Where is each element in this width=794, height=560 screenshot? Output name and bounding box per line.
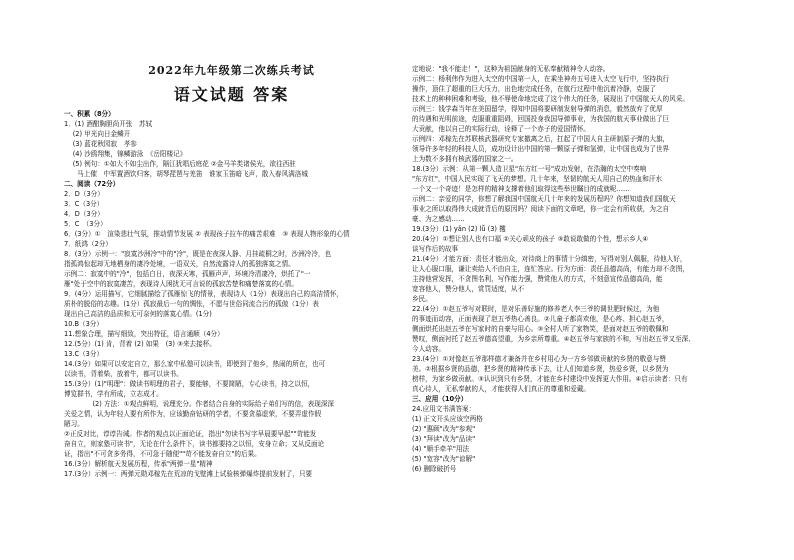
answer-line: 3．C（3分）	[64, 200, 104, 208]
answer-line: 事业之所以取得伟大成就背后的原因吗？阅读下面的文章吧，你一定会有所收获，为之自	[412, 205, 670, 213]
answer-heading: 语文试题 答案	[173, 85, 290, 104]
answer-line: 示例四：邓稼先在苏联核武器研究专家撤离之后，扛起了中国人自主研制原子弹的大旗，	[412, 135, 670, 143]
answer-line: 的事迹而动容，正面表现了赵五爷热心善良。②儿童子都喜欢他，是心疼、担心赵五爷，	[412, 315, 669, 323]
answer-line: 18.(3分）示例：从第一颗人造卫星"东方红一号"成功发射，在浩瀚的太空中奏响	[412, 165, 647, 173]
answer-line: 示例三：钱学森当年在美国留学，得知中国将要研制发射导弹的消息，毅然放弃了优厚	[412, 105, 663, 113]
answer-line: 一、积累（8分）	[64, 110, 115, 118]
answer-line: (4) 沙鸥翔集，锦鳞游泳 《岳阳楼记》	[64, 150, 187, 158]
answer-line: 主持他营发挥，不贪图名利，写作能力强，赞赏他人的方式，不刻意宣传品德高尚，能	[412, 275, 663, 283]
answer-line: ②正反对比，谆谆告诫。作者的观点以正面论证，指出"勿读书写字早晨要早起""苛能发	[64, 430, 317, 438]
answer-line: (3) "拜读"改为"品读"	[412, 435, 476, 443]
answer-line: 以读书，背着柴，放着牛，都可以读书。	[64, 370, 183, 378]
answer-line: (1) 正文开头应该空两格	[412, 415, 483, 423]
answer-line: 让人心服口服，谦让卖给人不由自主，连忙答应。行为方面：责任品德高尚，有能力却不贪图，	[412, 265, 689, 273]
answer-line: (6) 删除破折号	[412, 465, 457, 473]
answer-line: 21.(4分）才能方面：责任才能出众，对待商上的事情十分缜密，写得对别人佩服，待他人好，	[412, 255, 687, 263]
answer-line: 一个又一个奇迹！是怎样的精神支撑着他们取得这些举世瞩目的成就呢……	[412, 185, 630, 193]
answer-line: (5) "宽容"改为"谅解"	[412, 455, 476, 463]
answer-line: 14.(3分）如果可以安定自立，那么家中私塾可以读书，即使到了他乡，热闹的所在，也可	[64, 360, 326, 368]
answer-line: 质朴的脱俗的志趣。(1分）孤寂最后一句的惆怅，不愿与世俗同流合污的孤傲（1分）表	[64, 300, 319, 308]
answer-line: 15.(3分）(1)"明理"：做读书明理的君子，要能够，不要简陋，专心读书，持之以恒，	[64, 380, 315, 388]
answer-line: 示例二：寂寞中的"冷"，包括白日，夜深天寒，孤雁声声，环境冷清凄冷，烘托了"一	[64, 270, 311, 278]
answer-line: (4) "顺手牵羊"用法	[412, 445, 470, 453]
answer-line: 24.应用文书满答案：	[412, 405, 476, 413]
answer-line: 上为数不多拥有核武器的国家之一。	[412, 155, 518, 163]
exam-title: 2022年九年级第二次练兵考试	[148, 64, 315, 77]
answer-line: 奋自立，则家塾可读书"，无论在什么条件下，读书都要持之以恒，安身立命；又从反面论	[64, 440, 325, 448]
answer-line: 16.(3分）解析航天发展历程，传承"两弹一星"精神	[64, 460, 213, 468]
answer-line: 美。②根据乡贤的品德，把乡贤的精神传承下去，让人们知道乡贤，热爱乡贤，以乡贤为	[412, 365, 669, 373]
answer-line: (2) 甲光向日金鳞开	[64, 130, 131, 138]
answer-line: (2) 方法：①观点鲜明，说理充分。作者结合自身的实际给子弟们写的信，表现深深	[64, 400, 335, 408]
answer-line: 现出自己高洁的品质和无可奈何的落寞心情。(1分)	[64, 310, 212, 318]
answer-line: 7．纸鸿（2分）	[64, 240, 112, 248]
answer-line: (2) "惠顾"改为"参观"	[412, 425, 476, 433]
answer-line: 17.(3分）示例一：两弹元勋邓稼先在荒凉的戈壁滩上试验核弹爆炸提前发射了，只要	[64, 470, 313, 478]
answer-line: 马上催 中军置酒饮归客，胡琴琵琶与羌笛 谁家玉笛暗飞声，散入春风满洛城	[64, 170, 308, 178]
answer-line: 豪、为之感动……	[412, 215, 465, 223]
answer-line: 定地说："我不能走！"，这种为祖国献身的无私奉献精神令人动容。	[412, 65, 610, 73]
answer-line: 雁"处于空中的寂寞凄苦，表现诗人困扰无可言说的孤寂苦楚和痛楚落寞的心情。	[64, 280, 298, 288]
answer-line: 6．(3分）① 渲染悲壮气氛，推动情节发展 ② 表现孩子拉车的痛苦艰难 ③ 表现人物形象的心情	[64, 230, 350, 238]
answer-line: 的待遇和光明前途，克服重重阻碍，回国投身我国导弹事业，为我国的航天事业做出了巨	[412, 115, 670, 123]
answer-line: 三、应用（10分）	[412, 395, 468, 403]
right-column	[412, 0, 732, 474]
answer-line: 1．(1) 酒酣胸胆尚开张 苏轼	[64, 120, 153, 128]
answer-line: 8．(3分）示例一："寂寞沙洲冷"中的"冷"，既是在夜深人静、月挂疏桐之时，沙洲冷冷，也	[64, 250, 332, 258]
answer-line: 真心待人，无私奉献的人，才能获得人们真正的尊重和爱戴。	[412, 385, 591, 393]
answer-line: 操作，顶住了超重的巨大压力，出色地完成任务，在航行过程中他沉着冷静，克服了	[412, 85, 656, 93]
answer-line: 关爱之情，认为年轻人要有所作为，应该勤奋钻研的学者，不要贪慕虚荣，不要弄虚作假	[64, 410, 322, 418]
answer-line: 博览群书，学有所成，立志成才。	[64, 390, 163, 398]
answer-line: 证，指出"不可贪多务得，不可急于随便""苛不能发奋自立"的后果。	[64, 450, 261, 458]
answer-line: (5) 例句：①如大不如尘出作，隔江犹唱后庭花 ②金马羊类诸侯光，欲往西驻	[64, 160, 296, 168]
answer-line: 12.(5分）(1) 肯，背着 (2) 如果 (3) ③来去接杯。	[64, 340, 216, 348]
right-answer-lines	[412, 64, 732, 474]
left-answer-lines	[64, 109, 399, 479]
answer-line: 乡民。	[412, 295, 432, 303]
answer-line: 示例二：杨利伟作为进入太空的中国第一人，在乘坐神舟五号进入太空飞行中，坚持执行	[412, 75, 670, 83]
answer-line: 侧面烘托出赵五爷在写家时的自豪与用心。③全村人听了家物笑，是面对赵五爷的敬佩和	[412, 325, 669, 333]
answer-line: 赞叹，侧面衬托了赵五爷德高望重，为乡亲所尊重。④赵五爷与家族的不和，写出赵五爷又至深、	[412, 335, 695, 343]
answer-line: 今人动容。	[412, 345, 445, 353]
answer-line: 技术上的种种困难和考验，他不辱使命地完成了这个伟大的任务，展现出了中国航天人的风采。	[412, 95, 689, 103]
answer-line: "东方红"，中国人民实现了飞天的梦想。几十年来，坚韧的航天人用自己的热血和汗水	[412, 175, 663, 183]
answer-line: 20.(4分）①想让别人也有口福 ②关心顽皮的孩子 ③敢说敢做的个性，想示乡人④	[412, 235, 649, 243]
answer-line: 10.B（3分）	[64, 320, 103, 328]
answer-line: 4．D（3分）	[64, 210, 104, 218]
answer-line: 23.(4分）①对像赵五爷那样德才兼备并在乡村用心为一方乡邻做贡献的乡贤的敬意与赞	[412, 355, 666, 363]
answer-line: 5．C （3分）	[64, 220, 107, 228]
answer-line: 22.(4分）①赵五爷写对联时，是对乐善好施的修养老人李三爷的调世肥时候过，为他	[412, 305, 660, 313]
answer-line: 谈写作后的故事	[412, 245, 459, 253]
answer-line: 9．(4分）运用描写，它细腻描绘了孤雁惊飞的情景，表现诗人（1分）表现出自己的高洁情怀，	[64, 290, 343, 298]
left-column	[64, 0, 399, 479]
answer-line: 19.(3分）(1) yǎn (2) lǚ (3) 攫	[412, 225, 506, 233]
answer-line: 二、阅读（72分）	[64, 180, 120, 188]
answer-line: 示例二：亲爱的同学，你想了解我国中国航天几十年来的发展历程吗？你想知道我们国航天	[412, 195, 676, 203]
answer-line: 领导许多年轻的科技人员，成功设计出中国的第一颗原子弹和氢弹，让中国也成为了世界	[412, 145, 670, 153]
answer-line: 13.C（3分）	[64, 350, 104, 358]
answer-line: 2．D（3分）	[64, 190, 104, 198]
answer-line: (3) 蓝花秋园寂 孝参	[64, 140, 137, 148]
answer-line: 榜样，为家乡做贡献。③认识到只有乡贤，才能在乡村建设中发挥更大作用。④启示读者：只有	[412, 375, 688, 383]
answer-line: 陋习。	[64, 420, 84, 428]
answer-line: 11.想象合理，描写细致，突出特征，语言通顺（4分）	[64, 330, 224, 338]
answer-line: 指孤鸿惊起却无地栖身的凄冷处境，一语双关，自然流露诗人的孤独落寞之情。	[64, 260, 295, 268]
answer-line: 大贡献，他以自己的实际行动，诠释了一个赤子的爱国情怀。	[412, 125, 591, 133]
answer-line: 宽容他人，赞分他人，赏罚适度，从不	[412, 285, 525, 293]
